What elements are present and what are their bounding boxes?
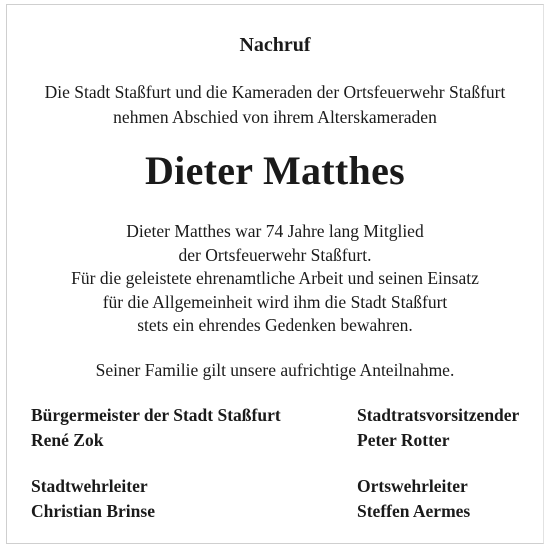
- signatory-role: Ortswehrleiter: [357, 476, 468, 496]
- tribute-text: [7, 220, 543, 338]
- intro-line: nehmen Abschied von ihrem Alterskameraden: [113, 107, 437, 127]
- signatory-local-fire-chief: [357, 474, 470, 524]
- obituary-notice: [6, 4, 544, 544]
- signatory-name: Peter Rotter: [357, 430, 450, 450]
- signatory-role: Stadtwehrleiter: [31, 476, 148, 496]
- signatory-mayor: [31, 403, 281, 453]
- signatory-role: Stadtratsvorsitzender: [357, 405, 520, 425]
- tribute-line: für die Allgemeinheit wird ihm die Stadt Staßfurt: [102, 291, 448, 312]
- tribute-line: Dieter Matthes war 74 Jahre lang Mitglied: [126, 221, 424, 241]
- signatory-role: Bürgermeister der Stadt Staßfurt: [31, 405, 281, 425]
- tribute-line: Für die geleistete ehrenamtliche Arbeit und seinen Einsatz: [71, 268, 479, 288]
- deceased-name: Dieter Matthes: [144, 148, 406, 193]
- notice-heading: Nachruf: [239, 34, 311, 56]
- tribute-line: der Ortsfeuerwehr Staßfurt.: [178, 244, 372, 265]
- signatory-council-chair: [357, 403, 519, 453]
- signatory-name: Christian Brinse: [31, 501, 155, 521]
- signatory-name: Steffen Aermes: [357, 501, 471, 521]
- intro-line: Die Stadt Staßfurt und die Kameraden der Ortsfeuerwehr Staßfurt: [44, 82, 506, 102]
- signatory-name: René Zok: [31, 430, 104, 450]
- signatory-city-fire-chief: [31, 474, 155, 524]
- tribute-line: stets ein ehrendes Gedenken bewahren.: [137, 315, 413, 335]
- intro-text: [7, 80, 543, 130]
- condolence-text: Seiner Familie gilt unsere aufrichtige Anteilnahme.: [95, 360, 455, 380]
